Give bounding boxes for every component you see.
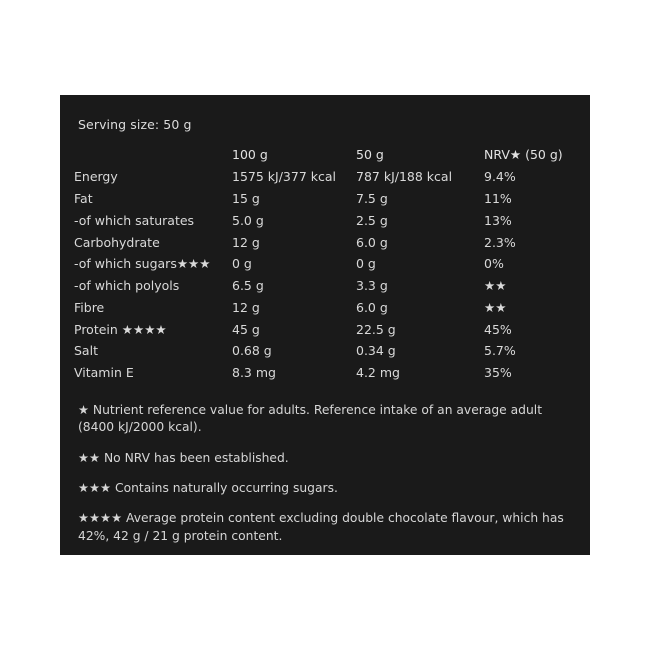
row-value-100g: 5.0 g bbox=[232, 212, 264, 228]
table-row bbox=[74, 296, 576, 318]
table-row bbox=[74, 188, 576, 210]
row-value-100g: 15 g bbox=[232, 190, 260, 206]
row-value-50g: 4.2 mg bbox=[356, 365, 400, 381]
table-header bbox=[74, 144, 576, 166]
row-value-100g: 0 g bbox=[232, 256, 252, 272]
row-value-nrv: 5.7% bbox=[484, 343, 516, 359]
row-value-100g: 8.3 mg bbox=[232, 365, 276, 381]
row-label: -of which saturates bbox=[74, 212, 195, 228]
nutrition-table bbox=[74, 144, 576, 384]
row-value-100g: 12 g bbox=[232, 234, 260, 250]
row-label: Fat bbox=[74, 190, 93, 206]
serving-size-label: Serving size: 50 g bbox=[78, 117, 192, 132]
footnotes bbox=[78, 402, 570, 546]
table-body bbox=[74, 166, 576, 384]
footnote-nrv: ★ Nutrient reference value for adults. Reference intake of an average adult (8400 kJ/2000 kcal). bbox=[78, 402, 543, 435]
row-value-nrv: 35% bbox=[484, 365, 512, 381]
footnote-protein: ★★★★ Average protein content excluding double chocolate flavour, which has 42%, 42 g / 21 g protein content. bbox=[78, 511, 564, 543]
row-value-nrv: 45% bbox=[484, 321, 512, 337]
table-row bbox=[74, 340, 576, 362]
table-row bbox=[74, 318, 576, 340]
row-value-nrv: ★★ bbox=[484, 299, 507, 315]
row-value-100g: 0.68 g bbox=[232, 343, 272, 359]
column-header-50g: 50 g bbox=[356, 147, 384, 163]
row-value-100g: 12 g bbox=[232, 299, 260, 315]
row-label: Vitamin E bbox=[74, 365, 134, 381]
footnote-sugars: ★★★ Contains naturally occurring sugars. bbox=[78, 480, 338, 495]
row-label: Carbohydrate bbox=[74, 234, 160, 250]
row-value-50g: 0.34 g bbox=[356, 343, 396, 359]
row-value-50g: 0 g bbox=[356, 256, 376, 272]
row-value-nrv: 13% bbox=[484, 212, 512, 228]
row-label: -of which polyols bbox=[74, 278, 180, 294]
table-row bbox=[74, 253, 576, 275]
row-value-nrv: 2.3% bbox=[484, 234, 516, 250]
row-value-nrv: 0% bbox=[484, 256, 504, 272]
table-row bbox=[74, 209, 576, 231]
column-header-nrv: NRV★ (50 g) bbox=[484, 147, 563, 163]
row-value-100g: 1575 kJ/377 kcal bbox=[232, 169, 336, 185]
footnote-no-nrv: ★★ No NRV has been established. bbox=[78, 450, 289, 465]
row-value-nrv: 11% bbox=[484, 190, 512, 206]
row-value-100g: 45 g bbox=[232, 321, 260, 337]
table-row bbox=[74, 231, 576, 253]
row-value-50g: 22.5 g bbox=[356, 321, 396, 337]
column-header-blank bbox=[74, 144, 232, 166]
table-row bbox=[74, 362, 576, 384]
row-value-50g: 3.3 g bbox=[356, 278, 388, 294]
row-label: Fibre bbox=[74, 299, 105, 315]
table-header-row bbox=[74, 144, 576, 166]
row-value-50g: 6.0 g bbox=[356, 299, 388, 315]
column-header-100g: 100 g bbox=[232, 147, 268, 163]
table-row bbox=[74, 275, 576, 297]
nutrition-panel bbox=[60, 95, 590, 555]
table-row bbox=[74, 166, 576, 188]
row-label: Protein ★★★★ bbox=[74, 321, 167, 337]
row-value-50g: 787 kJ/188 kcal bbox=[356, 169, 453, 185]
row-value-100g: 6.5 g bbox=[232, 278, 264, 294]
row-value-50g: 2.5 g bbox=[356, 212, 388, 228]
row-value-nrv: ★★ bbox=[484, 278, 507, 294]
row-value-50g: 7.5 g bbox=[356, 190, 388, 206]
row-label: -of which sugars★★★ bbox=[74, 256, 211, 272]
row-label: Salt bbox=[74, 343, 98, 359]
row-value-nrv: 9.4% bbox=[484, 169, 516, 185]
row-label: Energy bbox=[74, 169, 118, 185]
row-value-50g: 6.0 g bbox=[356, 234, 388, 250]
